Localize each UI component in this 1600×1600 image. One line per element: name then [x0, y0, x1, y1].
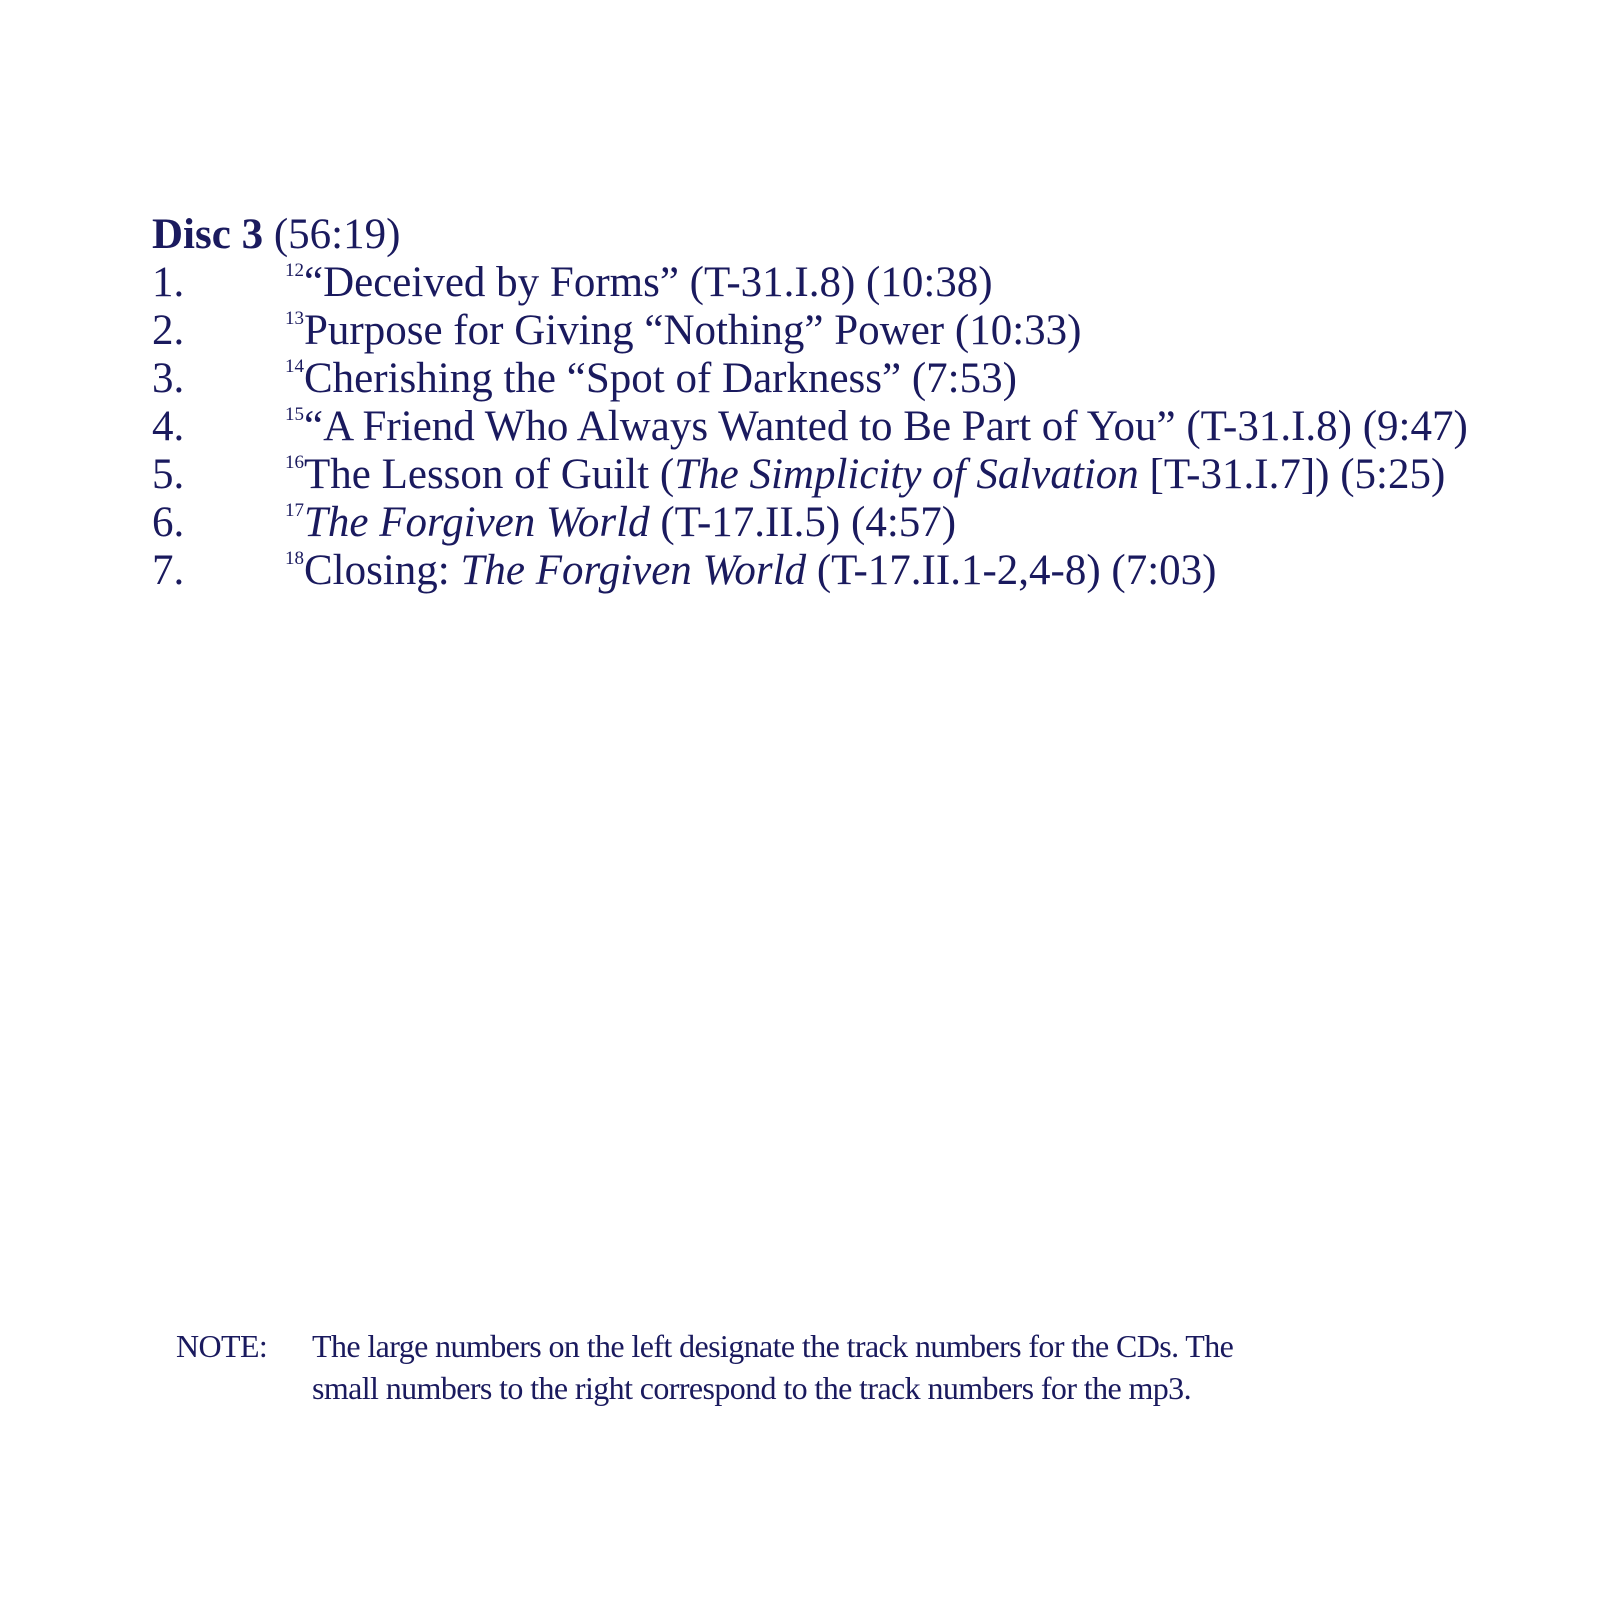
track-title-text: Cherishing the “Spot of Darkness” (7:53): [304, 355, 1017, 402]
mp3-track-number: 18: [285, 548, 304, 569]
mp3-track-number: 14: [285, 356, 304, 377]
note-line: small numbers to the right correspond to the track numbers for the mp3.: [312, 1370, 1191, 1406]
disc-heading: [152, 211, 1482, 259]
mp3-track-number: 13: [285, 308, 304, 329]
track-row: [152, 499, 1482, 547]
track-title-italic: The Forgiven World: [304, 499, 650, 546]
track-title-text: (T-17.II.1-2,4-8) (7:03): [806, 547, 1217, 594]
track-listing: [152, 211, 1482, 595]
note: [176, 1325, 1416, 1409]
track-number: 6.: [152, 499, 185, 546]
track-title-text: “A Friend Who Always Wanted to Be Part of You” (T-31.I.8) (9:47): [304, 403, 1468, 450]
track-number: 5.: [152, 451, 185, 498]
track-title: [285, 307, 1482, 355]
track-title: [285, 403, 1482, 451]
track-title-text: [T-31.I.7]) (5:25): [1138, 451, 1446, 498]
track-number: 7.: [152, 547, 185, 594]
mp3-track-number: 15: [285, 404, 304, 425]
track-list: [152, 259, 1482, 595]
disc-duration: (56:19): [273, 211, 401, 258]
track-title: [285, 355, 1482, 403]
track-number: 2.: [152, 307, 185, 354]
track-title-text: (T-17.II.5) (4:57): [649, 499, 957, 546]
note-text: [312, 1325, 1416, 1409]
track-title: [285, 259, 1482, 307]
track-number: 4.: [152, 403, 185, 450]
track-row: [152, 259, 1482, 307]
track-title: [285, 499, 1482, 547]
track-title-text: Purpose for Giving “Nothing” Power (10:33): [304, 307, 1082, 354]
track-title: [285, 451, 1482, 499]
track-title-text: “Deceived by Forms” (T-31.I.8) (10:38): [304, 259, 993, 306]
note-line: The large numbers on the left designate the track numbers for the CDs. The: [312, 1328, 1234, 1364]
disc-title: Disc 3: [152, 211, 264, 258]
track-title-italic: The Simplicity of Salvation: [674, 451, 1139, 498]
mp3-track-number: 16: [285, 452, 304, 473]
track-row: [152, 451, 1482, 499]
track-row: [152, 307, 1482, 355]
track-number: 3.: [152, 355, 185, 402]
note-label: NOTE:: [176, 1328, 268, 1364]
track-number: 1.: [152, 259, 185, 306]
track-row: [152, 355, 1482, 403]
track-row: [152, 403, 1482, 451]
mp3-track-number: 17: [285, 500, 304, 521]
track-row: [152, 547, 1482, 595]
track-title-italic: The Forgiven World: [460, 547, 807, 594]
track-title: [285, 547, 1482, 595]
track-title-text: The Lesson of Guilt (: [304, 451, 675, 498]
track-title-text: Closing:: [304, 547, 461, 594]
mp3-track-number: 12: [285, 260, 304, 281]
